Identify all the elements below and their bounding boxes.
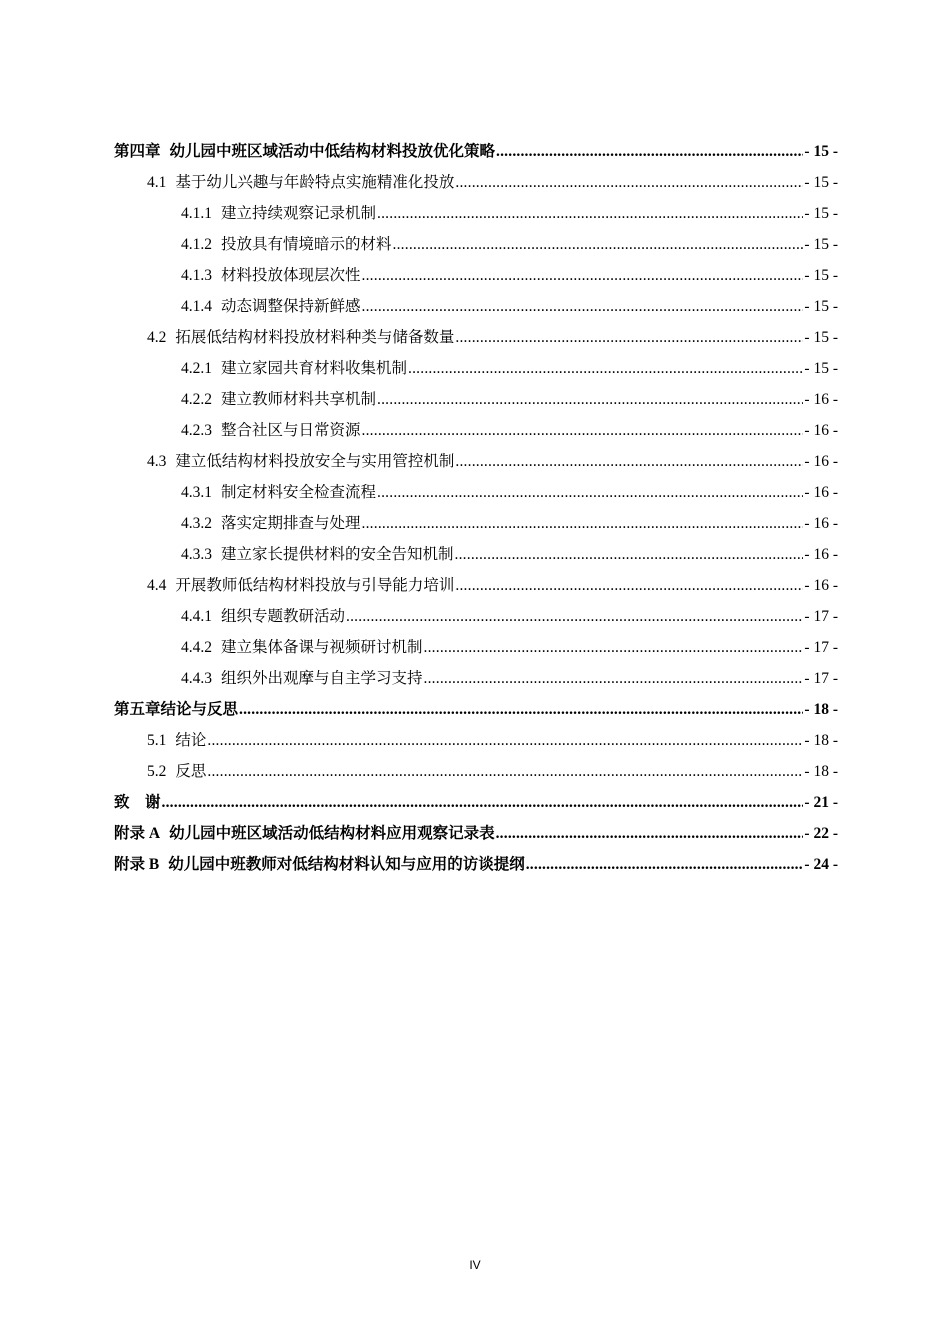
toc-entry[interactable]	[114, 787, 838, 818]
toc-entry-page: - 18 -	[804, 732, 838, 749]
toc-entry[interactable]	[114, 198, 838, 229]
table-of-contents	[114, 136, 838, 880]
toc-entry-text: 建立低结构材料投放安全与实用管控机制	[175, 453, 455, 470]
dot-leader	[424, 632, 804, 663]
toc-entry-number: 4.4.1	[181, 608, 212, 625]
toc-entry-title	[114, 136, 495, 167]
toc-entry-text: 第五章结论与反思	[114, 701, 239, 718]
toc-entry-page: - 15 -	[804, 329, 838, 346]
toc-entry-text: 建立家长提供材料的安全告知机制	[221, 546, 454, 563]
dot-leader	[377, 198, 803, 229]
toc-entry-title	[181, 260, 361, 291]
toc-entry-number: 4.1.4	[181, 298, 212, 315]
toc-entry-title	[181, 663, 423, 694]
toc-entry[interactable]	[114, 136, 838, 167]
toc-entry-number: 4.3.3	[181, 546, 212, 563]
toc-entry-title	[181, 353, 407, 384]
toc-entry-page: - 24 -	[804, 856, 838, 873]
toc-entry-title	[147, 725, 206, 756]
toc-entry[interactable]	[114, 415, 838, 446]
toc-entry-page: - 16 -	[804, 484, 838, 501]
toc-entry-page: - 18 -	[804, 701, 838, 718]
toc-entry-text: 建立教师材料共享机制	[221, 391, 377, 408]
dot-leader	[496, 136, 803, 167]
toc-entry[interactable]	[114, 756, 838, 787]
toc-entry[interactable]	[114, 353, 838, 384]
toc-entry-title	[181, 384, 376, 415]
toc-entry[interactable]	[114, 632, 838, 663]
toc-entry-number: 4.3.2	[181, 515, 212, 532]
dot-leader	[362, 415, 804, 446]
dot-leader	[362, 508, 804, 539]
dot-leader	[162, 787, 804, 818]
toc-entry-page: - 16 -	[804, 453, 838, 470]
toc-entry-title	[181, 291, 361, 322]
toc-entry-page: - 17 -	[804, 639, 838, 656]
toc-entry-number: 4.3	[147, 453, 167, 470]
toc-entry-page: - 16 -	[804, 515, 838, 532]
page-number: IV	[469, 1258, 481, 1272]
toc-entry-title	[181, 198, 376, 229]
toc-entry-number: 5.2	[147, 763, 167, 780]
toc-entry-number: 第四章	[114, 143, 161, 160]
toc-entry-number: 4.2.2	[181, 391, 212, 408]
toc-entry[interactable]	[114, 229, 838, 260]
toc-entry-number: 4.2	[147, 329, 167, 346]
dot-leader	[526, 849, 804, 880]
toc-entry-number: 4.1.2	[181, 236, 212, 253]
toc-entry-title	[114, 818, 495, 849]
toc-entry-text: 组织专题教研活动	[221, 608, 346, 625]
dot-leader	[377, 384, 803, 415]
toc-entry-number: 4.4.3	[181, 670, 212, 687]
dot-leader	[455, 322, 803, 353]
toc-entry-title	[181, 632, 423, 663]
dot-leader	[455, 167, 803, 198]
toc-entry-text: 反思	[175, 763, 207, 780]
toc-entry-title	[181, 601, 345, 632]
toc-entry-number: 4.2.1	[181, 360, 212, 377]
toc-entry-title	[147, 446, 454, 477]
dot-leader	[362, 291, 804, 322]
toc-entry-number: 附录 A	[114, 825, 161, 842]
toc-entry-text: 致 谢	[114, 794, 161, 811]
dot-leader	[455, 446, 803, 477]
toc-entry-page: - 15 -	[804, 143, 838, 160]
toc-entry-page: - 15 -	[804, 267, 838, 284]
toc-entry[interactable]	[114, 167, 838, 198]
toc-entry-page: - 21 -	[804, 794, 838, 811]
toc-entry-title	[181, 477, 376, 508]
toc-entry-number: 附录 B	[114, 856, 160, 873]
dot-leader	[362, 260, 804, 291]
dot-leader	[455, 539, 804, 570]
toc-entry-text: 组织外出观摩与自主学习支持	[221, 670, 423, 687]
toc-entry-title	[114, 849, 525, 880]
toc-entry[interactable]	[114, 477, 838, 508]
dot-leader	[496, 818, 804, 849]
dot-leader	[346, 601, 803, 632]
toc-entry[interactable]	[114, 291, 838, 322]
toc-entry-page: - 15 -	[804, 298, 838, 315]
toc-entry-text: 建立家园共育材料收集机制	[221, 360, 408, 377]
toc-entry-page: - 16 -	[804, 391, 838, 408]
toc-entry-title	[147, 322, 454, 353]
toc-entry-text: 落实定期排查与处理	[221, 515, 361, 532]
toc-entry[interactable]	[114, 539, 838, 570]
toc-entry-number: 5.1	[147, 732, 167, 749]
toc-entry-title	[181, 508, 361, 539]
toc-entry-text: 拓展低结构材料投放材料种类与储备数量	[175, 329, 455, 346]
toc-entry-text: 建立集体备课与视频研讨机制	[221, 639, 423, 656]
toc-entry[interactable]	[114, 508, 838, 539]
toc-entry-number: 4.4	[147, 577, 167, 594]
toc-entry-text: 幼儿园中班教师对低结构材料认知与应用的访谈提纲	[168, 856, 525, 873]
toc-entry-page: - 18 -	[804, 763, 838, 780]
toc-entry-page: - 16 -	[804, 546, 838, 563]
dot-leader	[207, 756, 803, 787]
toc-entry-page: - 15 -	[804, 236, 838, 253]
toc-entry-number: 4.2.3	[181, 422, 212, 439]
toc-entry-title	[181, 415, 361, 446]
toc-entry-text: 材料投放体现层次性	[221, 267, 361, 284]
toc-entry-page: - 17 -	[804, 670, 838, 687]
dot-leader	[239, 694, 803, 725]
toc-entry[interactable]	[114, 570, 838, 601]
toc-entry-text: 幼儿园中班区域活动低结构材料应用观察记录表	[169, 825, 495, 842]
toc-entry-text: 结论	[175, 732, 207, 749]
toc-entry[interactable]	[114, 818, 838, 849]
toc-entry-text: 整合社区与日常资源	[221, 422, 361, 439]
toc-entry-text: 动态调整保持新鲜感	[221, 298, 361, 315]
toc-entry-title	[114, 694, 238, 725]
dot-leader	[408, 353, 803, 384]
toc-entry[interactable]	[114, 694, 838, 725]
toc-entry[interactable]	[114, 601, 838, 632]
toc-entry[interactable]	[114, 322, 838, 353]
toc-entry-page: - 16 -	[804, 422, 838, 439]
toc-entry-title	[181, 539, 454, 570]
toc-entry-text: 投放具有情境暗示的材料	[221, 236, 392, 253]
toc-entry-page: - 22 -	[804, 825, 838, 842]
toc-entry-text: 开展教师低结构材料投放与引导能力培训	[175, 577, 455, 594]
dot-leader	[377, 477, 803, 508]
toc-entry-page: - 15 -	[804, 360, 838, 377]
toc-entry[interactable]	[114, 663, 838, 694]
toc-entry-title	[114, 787, 161, 818]
toc-entry[interactable]	[114, 260, 838, 291]
toc-entry-page: - 16 -	[804, 577, 838, 594]
toc-entry-title	[147, 756, 206, 787]
toc-entry-page: - 15 -	[804, 205, 838, 222]
toc-entry-text: 建立持续观察记录机制	[221, 205, 377, 222]
toc-entry[interactable]	[114, 384, 838, 415]
toc-entry-number: 4.1.3	[181, 267, 212, 284]
toc-entry[interactable]	[114, 446, 838, 477]
dot-leader	[455, 570, 803, 601]
toc-entry-text: 幼儿园中班区域活动中低结构材料投放优化策略	[169, 143, 496, 160]
toc-entry-page: - 17 -	[804, 608, 838, 625]
toc-entry-title	[181, 229, 392, 260]
toc-entry-number: 4.3.1	[181, 484, 212, 501]
toc-entry[interactable]	[114, 849, 838, 880]
toc-entry-number: 4.1	[147, 174, 167, 191]
toc-entry-text: 制定材料安全检查流程	[221, 484, 377, 501]
toc-entry-number: 4.4.2	[181, 639, 212, 656]
toc-entry[interactable]	[114, 725, 838, 756]
toc-entry-title	[147, 167, 454, 198]
dot-leader	[393, 229, 804, 260]
toc-entry-title	[147, 570, 454, 601]
toc-entry-page: - 15 -	[804, 174, 838, 191]
toc-entry-number: 4.1.1	[181, 205, 212, 222]
toc-entry-text: 基于幼儿兴趣与年龄特点实施精准化投放	[175, 174, 455, 191]
dot-leader	[207, 725, 803, 756]
dot-leader	[424, 663, 804, 694]
